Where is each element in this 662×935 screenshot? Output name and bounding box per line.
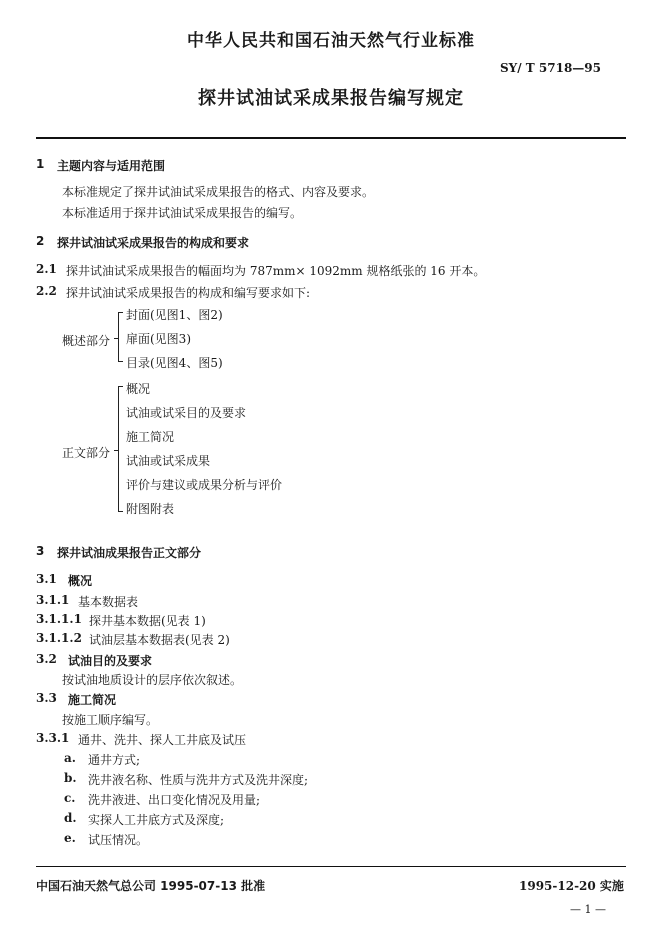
clause-number: 3.1.1.1 bbox=[36, 612, 82, 626]
clause-text: 探井试油试采成果报告的幅面均为 787mm× 1092mm 规格纸张的 16 开本。 bbox=[66, 264, 486, 278]
clause-number: 3.1.1 bbox=[36, 593, 70, 607]
main-item: 试油或试采成果 bbox=[126, 454, 211, 468]
clause-number: 3.3.1 bbox=[36, 731, 70, 745]
clause-number: 2.1 bbox=[36, 262, 57, 276]
clause-title: 概况 bbox=[68, 574, 93, 588]
doc-title: 探井试油试采成果报告编写规定 bbox=[198, 88, 464, 109]
approval-line: 中国石油天然气总公司 1995-07-13 批准 bbox=[36, 879, 266, 893]
clause-text: 试油层基本数据表(见表 2) bbox=[89, 633, 230, 647]
overview-brace-tip bbox=[114, 338, 118, 339]
clause-text: 探井基本数据(见表 1) bbox=[89, 614, 206, 628]
overview-item: 目录(见图4、图5) bbox=[126, 356, 223, 370]
paragraph: 本标准规定了探井试油试采成果报告的格式、内容及要求。 bbox=[62, 185, 375, 199]
section-3-title: 探井试油成果报告正文部分 bbox=[57, 546, 202, 560]
effective-date: 1995-12-20 实施 bbox=[519, 879, 624, 893]
paragraph: 本标准适用于探井试油试采成果报告的编写。 bbox=[62, 206, 303, 220]
list-item: 洗井液进、出口变化情况及用量; bbox=[88, 793, 261, 807]
section-1-title: 主题内容与适用范围 bbox=[57, 159, 166, 173]
list-label: e. bbox=[64, 831, 76, 845]
main-item: 试油或试采目的及要求 bbox=[126, 406, 247, 420]
main-brace-tip bbox=[114, 450, 118, 451]
clause-text: 通井、洗井、探人工井底及试压 bbox=[78, 733, 247, 747]
header-rule bbox=[36, 137, 626, 139]
main-item: 概况 bbox=[126, 382, 151, 396]
main-brace bbox=[118, 386, 123, 512]
section-1-number: 1 bbox=[36, 157, 45, 171]
section-3-number: 3 bbox=[36, 544, 45, 558]
clause-number: 2.2 bbox=[36, 284, 57, 298]
clause-number: 3.3 bbox=[36, 691, 57, 705]
main-label: 正文部分 bbox=[62, 446, 111, 460]
clause-title: 施工简况 bbox=[68, 693, 117, 707]
footer-rule bbox=[36, 866, 626, 867]
org-title: 中华人民共和国石油天然气行业标准 bbox=[187, 31, 475, 51]
list-label: d. bbox=[64, 811, 77, 825]
list-label: a. bbox=[64, 751, 76, 765]
overview-brace bbox=[118, 312, 123, 362]
section-2-number: 2 bbox=[36, 234, 45, 248]
list-label: b. bbox=[64, 771, 77, 785]
page-number: — 1 — bbox=[570, 903, 606, 916]
clause-number: 3.2 bbox=[36, 652, 57, 666]
list-item: 试压情况。 bbox=[88, 833, 149, 847]
main-item: 附图附表 bbox=[126, 502, 175, 516]
paragraph: 按试油地质设计的层序依次叙述。 bbox=[62, 673, 243, 687]
overview-item: 扉面(见图3) bbox=[126, 332, 191, 346]
list-item: 洗井液名称、性质与洗井方式及洗井深度; bbox=[88, 773, 309, 787]
clause-text: 探井试油试采成果报告的构成和编写要求如下: bbox=[66, 286, 311, 300]
main-item: 评价与建议或成果分析与评价 bbox=[126, 478, 283, 492]
overview-item: 封面(见图1、图2) bbox=[126, 308, 223, 322]
standard-code: SY/ T 5718—95 bbox=[500, 61, 601, 75]
list-item: 实探人工井底方式及深度; bbox=[88, 813, 225, 827]
main-item: 施工简况 bbox=[126, 430, 175, 444]
clause-title: 试油目的及要求 bbox=[68, 654, 153, 668]
overview-label: 概述部分 bbox=[62, 334, 111, 348]
clause-title: 基本数据表 bbox=[78, 595, 139, 609]
list-item: 通井方式; bbox=[88, 753, 141, 767]
list-label: c. bbox=[64, 791, 76, 805]
section-2-title: 探井试油试采成果报告的构成和要求 bbox=[57, 236, 250, 250]
paragraph: 按施工顺序编写。 bbox=[62, 713, 159, 727]
clause-number: 3.1 bbox=[36, 572, 57, 586]
clause-number: 3.1.1.2 bbox=[36, 631, 82, 645]
